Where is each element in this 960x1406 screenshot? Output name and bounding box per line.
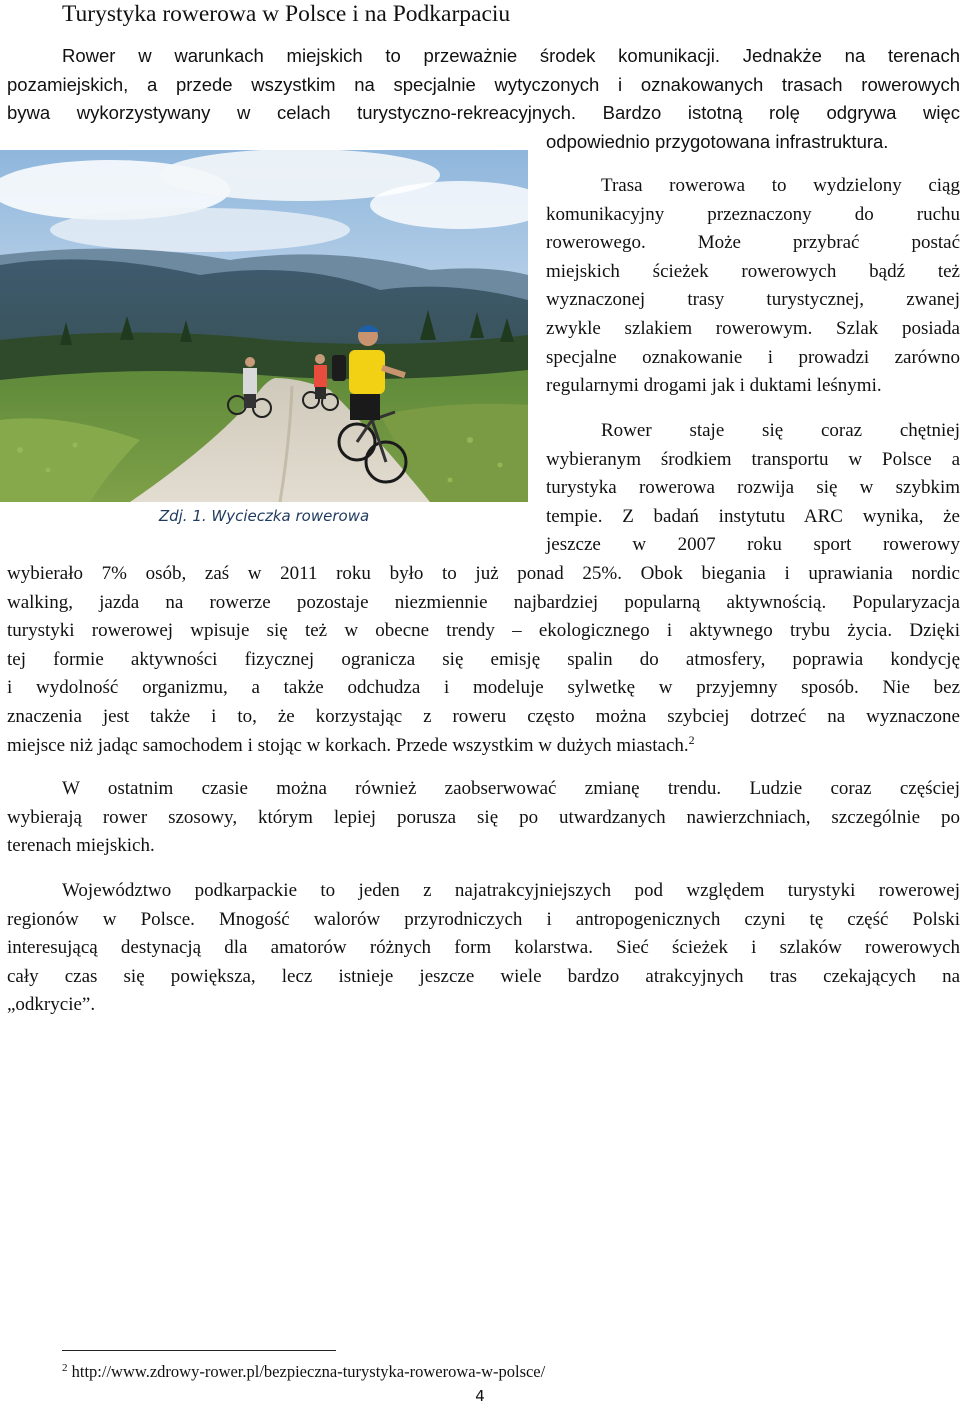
- text-line: bywa wykorzystywany w celach turystyczno-rekreacyjnych. Bardzo istotną rolę odgrywa więc: [7, 102, 960, 124]
- text-line: W ostatnim czasie można również zaobserwować zmianę trendu. Ludzie coraz częściej: [62, 778, 960, 799]
- paragraph-popularity: [7, 560, 960, 760]
- text-line: regionów w Polsce. Mnogość walorów przyrodniczych i antropogenicznych czyni tę część Polski: [7, 908, 960, 930]
- paragraph-podkarpackie: [7, 877, 960, 1020]
- text-line: wybierają rower szosowy, którym lepiej porusza się po utwardzanych nawierzchniach, szczególnie po: [7, 806, 960, 828]
- text-line: [7, 732, 960, 761]
- text-line: specjalne oznakowanie i prowadzi zarówno: [546, 346, 960, 368]
- text-line: Rower w warunkach miejskich to przeważnie środek komunikacji. Jednakże na terenach: [62, 45, 960, 66]
- footnote: [62, 1360, 545, 1384]
- text-line: komunikacyjny przeznaczony do ruchu: [546, 203, 960, 225]
- section-heading: Turystyka rowerowa w Polsce i na Podkarpaciu: [62, 1, 511, 27]
- text-line: regularnymi drogami jak i duktami leśnymi.: [546, 375, 882, 397]
- text-line: zwykle szlakiem rowerowym. Szlak posiada: [546, 317, 960, 339]
- text-line: tempie. Z badań instytutu ARC wynika, że: [546, 505, 960, 527]
- text-line-content: miejsce niż jadąc samochodem i stojąc w korkach. Przede wszystkim w dużych miastach.: [7, 734, 689, 756]
- paragraph-trend: [7, 775, 960, 861]
- text-line: Rower staje się coraz chętniej: [601, 420, 960, 441]
- text-line: pozamiejskich, a przede wszystkim na specjalnie wytyczonych i oznakowanych trasach rowerowych: [7, 73, 960, 95]
- photo-caption: Zdj. 1. Wycieczka rowerowa: [158, 507, 370, 525]
- text-line: turystyki rowerowej wpisuje się też w obecne trendy – ekologicznego i aktywnego trybu życia. Dzięki: [7, 620, 960, 642]
- text-line: tej formie aktywności fizycznej ogranicza się emisję spalin do atmosfery, poprawia kondycję: [7, 648, 960, 670]
- text-line: „odkrycie”.: [7, 994, 96, 1016]
- cycling-trip-photo: [0, 150, 528, 502]
- text-line: cały czas się powiększa, lecz istnieje jeszcze wiele bardzo atrakcyjnych tras czekających na: [7, 965, 960, 987]
- text-line: i wydolność organizmu, a także odchudza i modeluje sylwetkę w przyjemny sposób. Nie bez: [7, 677, 960, 699]
- paragraph-intro: [7, 42, 960, 128]
- text-line: wybieranym środkiem transportu w Polsce a: [546, 448, 960, 470]
- footnote-separator: [62, 1350, 336, 1351]
- photo-illustration: [0, 150, 528, 502]
- text-line: wyznaczonej trasy turystycznej, zwanej: [546, 289, 960, 311]
- text-line: znaczenia jest także i to, że korzystając z roweru często można szybciej dotrzeć na wyznaczone: [7, 705, 960, 727]
- text-line: Trasa rowerowa to wydzielony ciąg: [601, 175, 960, 196]
- text-line: jeszcze w 2007 roku sport rowerowy: [546, 534, 960, 556]
- text-line: turystyka rowerowa rozwija się w szybkim: [546, 477, 960, 499]
- text-line: Województwo podkarpackie to jeden z najatrakcyjniejszych pod względem turystyki rowerowej: [62, 880, 960, 901]
- footnote-link[interactable]: http://www.zdrowy-rower.pl/bezpieczna-turystyka-rowerowa-w-polsce/: [71, 1362, 546, 1381]
- paragraph-popularity-side: [546, 417, 960, 560]
- text-line: rowerowego. Może przybrać postać: [546, 232, 960, 254]
- text-line: terenach miejskich.: [7, 835, 155, 857]
- text-line: interesującą destynacją dla amatorów różnych form kolarstwa. Sieć ścieżek i szlaków rowerowych: [7, 937, 960, 959]
- footnote-reference[interactable]: 2: [688, 732, 695, 747]
- footnote-number: 2: [62, 1362, 68, 1374]
- text-line: walking, jazda na rowerze pozostaje niezmiennie najbardziej popularną aktywnością. Popularyzacja: [7, 591, 960, 613]
- paragraph-intro-tail: odpowiednio przygotowana infrastruktura.: [546, 131, 889, 152]
- text-line: miejskich ścieżek rowerowych bądź też: [546, 260, 960, 282]
- paragraph-trail-definition: [546, 172, 960, 401]
- page-number: 4: [475, 1387, 485, 1405]
- text-line: wybierało 7% osób, zaś w 2011 roku było to już ponad 25%. Obok biegania i uprawiania nordic: [7, 563, 960, 584]
